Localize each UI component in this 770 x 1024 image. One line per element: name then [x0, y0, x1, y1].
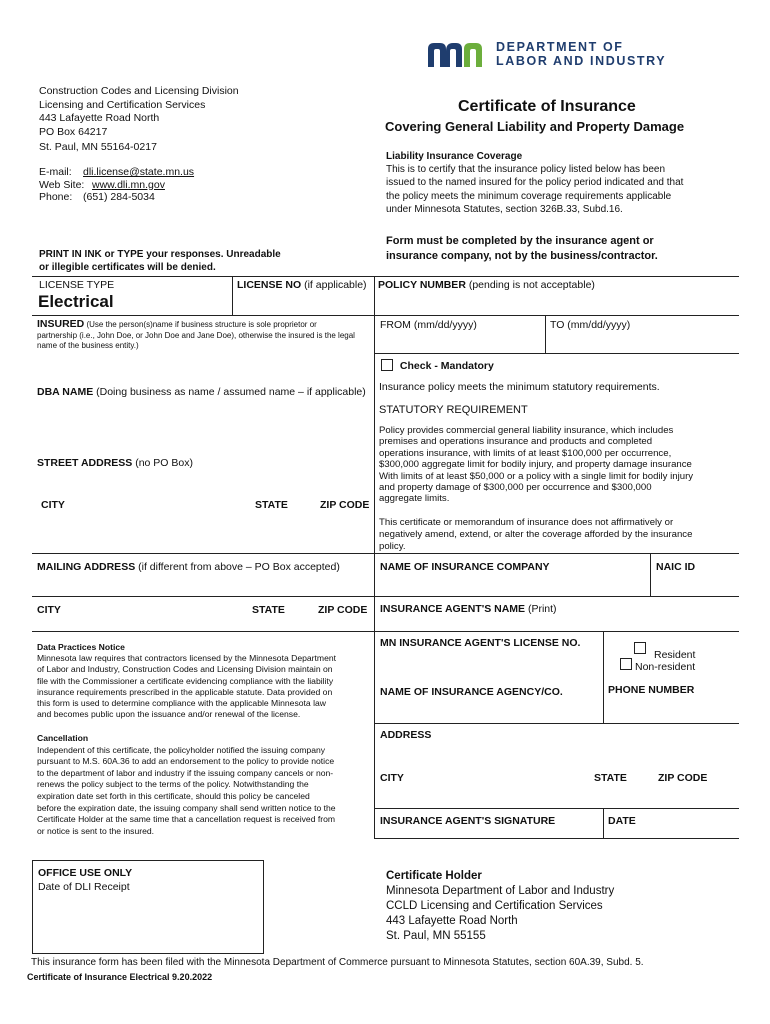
street-field[interactable]	[37, 457, 193, 469]
address-line3: 443 Lafayette Road North	[39, 112, 160, 124]
license-no-hint: (if applicable)	[301, 279, 367, 291]
check-label: Check - Mandatory	[399, 360, 494, 372]
stat-line4: $300,000 aggregate limit for bodily injury, and property damage insurance	[379, 459, 692, 471]
email-link[interactable]: dli.license@state.mn.us	[83, 166, 195, 178]
signature-date-field[interactable]: DATE	[608, 815, 636, 827]
resident-checkbox[interactable]	[634, 642, 646, 654]
coverage-title: Liability Insurance Coverage	[386, 151, 523, 162]
dp-line5: this form is used to determine compliance with the applicable Minnesota law	[37, 698, 326, 709]
coverage-line1: This is to certify that the insurance policy listed below has been	[386, 164, 666, 176]
filed-note: This insurance form has been filed with the Minnesota Department of Commerce pursuant to Minnesota Statutes, section 60A.39, Subd. 5.	[31, 957, 644, 968]
phone-number-field[interactable]: PHONE NUMBER	[608, 684, 695, 696]
insured-hint-1: (Use the person(s)name if business structure is sole proprietor or	[84, 320, 317, 329]
dba-label: DBA NAME	[37, 386, 94, 398]
divider	[603, 631, 604, 723]
license-no-field[interactable]	[237, 279, 367, 291]
insured-field[interactable]	[37, 318, 371, 352]
cert-line3: policy.	[379, 540, 406, 552]
resident-option[interactable]	[634, 642, 646, 655]
form-id: Certificate of Insurance Electrical 9.20.2022	[27, 972, 213, 982]
address-line2: Licensing and Certification Services	[39, 98, 206, 111]
resident-label: Resident	[654, 649, 696, 661]
division-address	[39, 85, 239, 155]
license-no-label: LICENSE NO	[237, 279, 302, 291]
form-note-line2: insurance company, not by the business/contractor.	[386, 250, 658, 262]
logo-line1: DEPARTMENT OF	[496, 40, 624, 54]
agent-name-hint: (Print)	[525, 603, 557, 615]
certificate-disclaimer	[379, 517, 692, 552]
agent-city-field[interactable]: CITY	[380, 772, 404, 784]
cx-line1: Independent of this certificate, the policyholder notified the issuing company	[37, 744, 326, 755]
stat-line2: premises and operations insurance and products and completed	[379, 436, 653, 448]
divider	[232, 276, 233, 316]
cancellation-notice	[37, 733, 373, 837]
divider	[32, 631, 739, 632]
divider	[32, 315, 739, 316]
street-hint: (no PO Box)	[132, 457, 193, 469]
phone-label: Phone:	[39, 191, 73, 203]
agency-name-field[interactable]: NAME OF INSURANCE AGENCY/CO.	[380, 686, 563, 698]
statutory-text	[379, 425, 693, 505]
agent-address-field[interactable]: ADDRESS	[380, 729, 432, 741]
cx-line4: renews the policy subject to the terms of the policy. Notwithstanding the	[37, 779, 309, 790]
cx-line6: before the expiration date, the issuing company shall send written notice to the	[37, 802, 336, 813]
divider	[374, 353, 739, 354]
data-practices-notice	[37, 642, 373, 720]
divider	[32, 276, 739, 277]
stat-line1: Policy provides commercial general liability insurance, which includes	[379, 425, 674, 436]
holder-line3: 443 Lafayette Road North	[386, 915, 518, 927]
city2-label[interactable]: CITY	[37, 604, 61, 616]
print-note	[39, 249, 281, 274]
mailing-field[interactable]	[37, 561, 340, 573]
dba-hint: (Doing business as name / assumed name – if applicable)	[93, 386, 366, 398]
divider	[374, 808, 739, 809]
holder-title: Certificate Holder	[386, 870, 482, 882]
cx-line2: pursuant to M.S. 60A.36 to add an endorsement to the policy to provide notice	[37, 756, 335, 767]
naic-id-field[interactable]: NAIC ID	[656, 561, 696, 573]
dp-line1: Minnesota law requires that contractors licensed by the Minnesota Department	[37, 653, 337, 664]
insured-hint-2: partnership (i.e., John Doe, or John Doe and Jane Doe), otherwise the insured is the legal	[37, 330, 355, 340]
coverage-block	[386, 150, 683, 216]
address-line4: PO Box 64217	[39, 125, 108, 138]
meets-text: Insurance policy meets the minimum statutory requirements.	[379, 381, 660, 393]
divider	[545, 315, 546, 353]
agent-state-field[interactable]: STATE	[594, 772, 627, 784]
zip-label[interactable]: ZIP CODE	[320, 499, 370, 511]
office-use-box	[32, 860, 264, 954]
check-mandatory[interactable]	[381, 359, 494, 372]
holder-line2: CCLD Licensing and Certification Services	[386, 900, 603, 912]
dp-line3: file with the Commissioner a certificate evidencing compliance with the liability	[37, 675, 334, 686]
from-date-field[interactable]: FROM (mm/dd/yyyy)	[380, 319, 477, 331]
cx-line8: or notice is sent to the insured.	[37, 825, 155, 836]
mn-logo-icon	[426, 41, 490, 67]
stat-line7: aggregate limits.	[379, 493, 450, 505]
form-note-line1: Form must be completed by the insurance agent or	[386, 235, 654, 247]
office-use-sub: Date of DLI Receipt	[38, 881, 130, 893]
city-label[interactable]: CITY	[41, 499, 65, 511]
dp-line6: and becomes public upon the issuance and/or renewal of the license.	[37, 709, 301, 720]
street-label: STREET ADDRESS	[37, 457, 133, 469]
company-name-field[interactable]: NAME OF INSURANCE COMPANY	[380, 561, 550, 573]
state-label[interactable]: STATE	[255, 499, 288, 511]
agent-signature-field[interactable]: INSURANCE AGENT'S SIGNATURE	[380, 815, 556, 827]
logo-text	[496, 40, 666, 68]
nonresident-label: Non-resident	[635, 661, 696, 673]
policy-hint: (pending is not acceptable)	[465, 279, 595, 291]
dp-line2: of Labor and Industry, Construction Codes and Licensing Division maintain on	[37, 664, 333, 675]
divider	[650, 553, 651, 597]
agent-name-field[interactable]	[380, 603, 557, 615]
agent-name-label: INSURANCE AGENT'S NAME	[380, 603, 526, 615]
dp-title: Data Practices Notice	[37, 642, 125, 652]
phone-value: (651) 284-5034	[83, 191, 155, 203]
policy-label: POLICY NUMBER	[378, 279, 466, 291]
cert-line1: This certificate or memorandum of insurance does not affirmatively or	[379, 517, 674, 528]
cx-line5: expiration date set forth in this certificate, should this policy be canceled	[37, 790, 310, 801]
holder-line4: St. Paul, MN 55155	[386, 930, 486, 942]
policy-number-field[interactable]	[378, 279, 595, 291]
nonresident-option[interactable]	[620, 658, 632, 671]
divider	[603, 808, 604, 839]
mandatory-checkbox[interactable]	[381, 359, 393, 371]
address-line5: St. Paul, MN 55164-0217	[39, 141, 157, 153]
certificate-holder	[386, 869, 614, 944]
coverage-line2: issued to the named insured for the policy period indicated and that	[386, 177, 684, 189]
divider	[374, 838, 739, 839]
office-use-title: OFFICE USE ONLY	[38, 867, 133, 879]
agent-license-field[interactable]: MN INSURANCE AGENT'S LICENSE NO.	[380, 637, 581, 649]
to-date-field[interactable]: TO (mm/dd/yyyy)	[550, 319, 631, 331]
contact-info	[39, 166, 194, 204]
nonresident-checkbox[interactable]	[620, 658, 632, 670]
address-line1: Construction Codes and Licensing Division	[39, 85, 239, 97]
print-note-line1: PRINT IN INK or TYPE your responses. Unreadable	[39, 249, 281, 260]
form-note	[386, 234, 658, 264]
logo-line2: LABOR AND INDUSTRY	[496, 54, 667, 68]
agent-zip-field[interactable]: ZIP CODE	[658, 772, 708, 784]
insured-hint-3: name of the business entity.)	[37, 341, 139, 350]
cert-line2: negatively amend, extend, or alter the coverage afforded by the insurance	[379, 528, 693, 540]
holder-line1: Minnesota Department of Labor and Industry	[386, 885, 615, 897]
zip2-label[interactable]: ZIP CODE	[318, 604, 368, 616]
divider	[374, 723, 739, 724]
stat-line3: operations insurance, with limits of at least $100,000 per occurrence,	[379, 447, 672, 459]
page-subtitle: Covering General Liability and Property Damage	[385, 119, 685, 134]
state2-label[interactable]: STATE	[252, 604, 285, 616]
divider	[32, 553, 739, 554]
divider	[32, 596, 739, 597]
cx-line3: to the department of labor and industry if the issuing company cancels or non-	[37, 767, 334, 778]
coverage-line3: the policy meets the minimum coverage requirements applicable	[386, 190, 672, 202]
cx-title: Cancellation	[37, 733, 89, 743]
license-type-label: LICENSE TYPE	[39, 279, 115, 291]
coverage-line4: under Minnesota Statutes, section 326B.33, Subd.16.	[386, 203, 623, 215]
mailing-hint: (if different from above – PO Box accepted)	[135, 561, 340, 573]
print-note-line2: or illegible certificates will be denied.	[39, 261, 216, 273]
insured-label: INSURED	[37, 318, 85, 330]
email-label: E-mail:	[39, 166, 72, 178]
license-type-value: Electrical	[38, 292, 114, 311]
web-link[interactable]: www.dli.mn.gov	[92, 178, 165, 191]
page-title: Certificate of Insurance	[458, 98, 636, 115]
stat-line5: With limits of at least $50,000 or a policy with a single limit for bodily injury	[379, 470, 694, 482]
statutory-label: STATUTORY REQUIREMENT	[379, 404, 528, 416]
mailing-label: MAILING ADDRESS	[37, 561, 136, 573]
dp-line4: insurance requirements prescribed in the applicable statute. Data provided on	[37, 686, 333, 697]
divider	[374, 276, 375, 839]
dba-field[interactable]	[37, 386, 366, 398]
cx-line7: Certificate Holder at the same time that a cancellation request is received from	[37, 814, 336, 825]
web-label: Web Site:	[39, 178, 85, 191]
stat-line6: and property damage of $300,000 per occurrence and $300,000	[379, 482, 652, 494]
